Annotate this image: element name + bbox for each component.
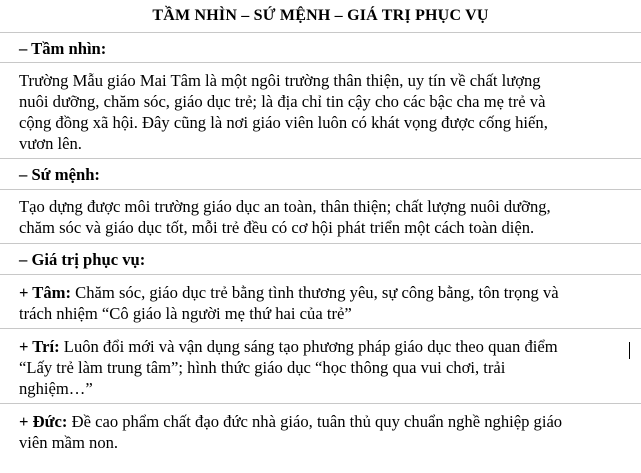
value-duc-line-1 <box>19 412 562 432</box>
mission-line-2: chăm sóc và giáo dục tốt, mỗi trẻ đều có cơ hội phát triển một cách toàn diện. <box>19 218 535 237</box>
divider <box>0 243 641 244</box>
mission-line-1: Tạo dựng được môi trường giáo dục an toàn, thân thiện; chất lượng nuôi dưỡng, <box>19 197 551 216</box>
document-title: TẦM NHÌN – SỨ MỆNH – GIÁ TRỊ PHỤC VỤ <box>152 7 489 24</box>
mission-heading: – Sứ mệnh: <box>19 165 100 184</box>
vision-line-1: Trường Mẫu giáo Mai Tâm là một ngôi trường thân thiện, uy tín về chất lượng <box>19 71 541 90</box>
value-tri-text: Luôn đổi mới và vận dụng sáng tạo phương pháp giáo dục theo quan điểm <box>59 337 558 356</box>
value-tam-line-2: trách nhiệm “Cô giáo là người mẹ thứ hai của trẻ” <box>19 304 352 323</box>
value-duc-label: + Đức: <box>19 412 68 431</box>
divider <box>0 62 641 63</box>
value-tam-label: + Tâm: <box>19 283 72 302</box>
value-tri-line-3: nghiệm…” <box>19 379 93 398</box>
divider <box>0 158 641 159</box>
value-duc-line-2: viên mầm non. <box>19 433 119 452</box>
vision-line-2: nuôi dưỡng, chăm sóc, giáo dục trẻ; là địa chỉ tin cậy cho các bậc cha mẹ trẻ và <box>19 92 546 111</box>
vision-heading: – Tầm nhìn: <box>19 39 107 58</box>
value-tri-line-2: “Lấy trẻ làm trung tâm”; hình thức giáo dục “học thông qua vui chơi, trải <box>19 358 506 377</box>
value-tam-text: Chăm sóc, giáo dục trẻ bằng tình thương yêu, sự công bằng, tôn trọng và <box>71 283 559 302</box>
vision-line-3: cộng đồng xã hội. Đây cũng là nơi giáo viên luôn có khát vọng được cống hiến, <box>19 113 548 132</box>
divider <box>0 274 641 275</box>
divider <box>0 328 641 329</box>
vision-line-4: vươn lên. <box>19 134 82 153</box>
divider <box>0 189 641 190</box>
value-tri-line-1 <box>19 337 558 357</box>
divider <box>0 403 641 404</box>
value-duc-text: Đề cao phẩm chất đạo đức nhà giáo, tuân thủ quy chuẩn nghề nghiệp giáo <box>67 412 563 431</box>
value-tri-label: + Trí: <box>19 337 60 356</box>
value-tam-line-1 <box>19 283 559 303</box>
divider <box>0 32 641 33</box>
values-heading: – Giá trị phục vụ: <box>19 250 146 269</box>
text-cursor <box>629 342 630 359</box>
